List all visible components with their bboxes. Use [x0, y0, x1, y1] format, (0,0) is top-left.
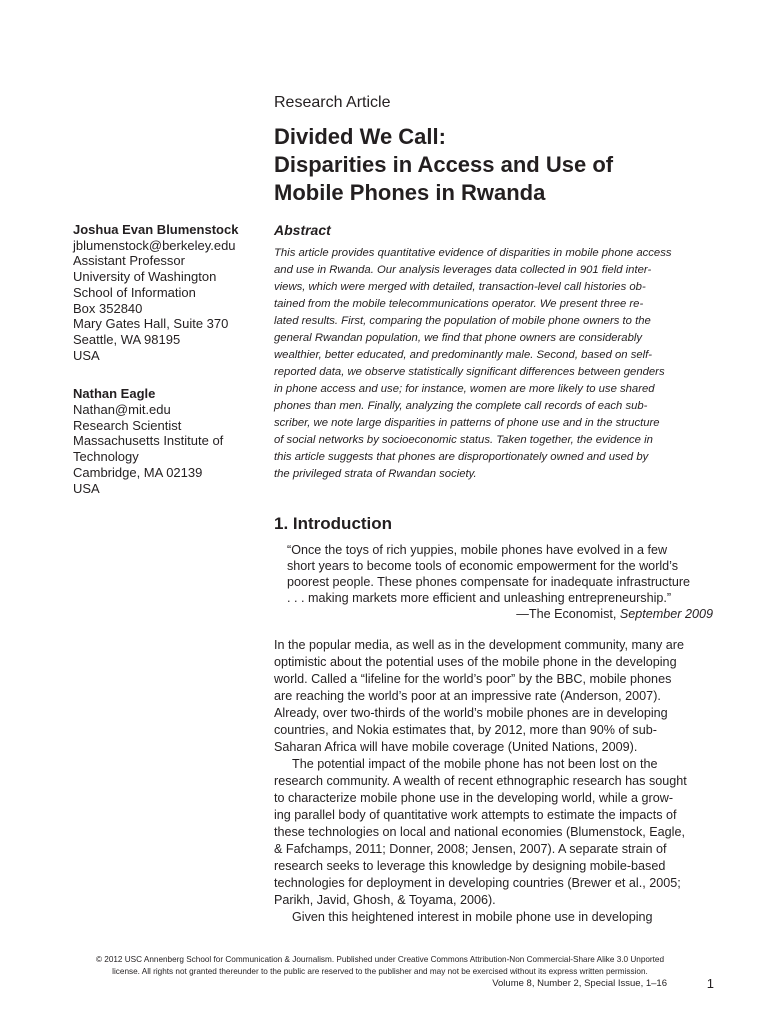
body-line: are reaching the world’s poor at an impressive rate (Anderson, 2007). — [274, 689, 661, 703]
body-line: these technologies on local and national economies (Blumenstock, Eagle, — [274, 825, 685, 839]
abstract-line: general Rwandan population, we find that phone owners are considerably — [274, 332, 643, 344]
author-detail: Massachusetts Institute of — [73, 433, 224, 449]
author-email: Nathan@mit.edu — [73, 402, 171, 418]
quote-date: September 2009 — [619, 607, 713, 621]
volume-info: Volume 8, Number 2, Special Issue, 1–16 — [492, 978, 667, 989]
author-detail: School of Information — [73, 284, 196, 300]
body-line: Already, over two-thirds of the world’s mobile phones are in developing — [274, 706, 668, 720]
copyright-footer — [60, 954, 700, 978]
quote-attribution — [287, 606, 713, 622]
author-name: Joshua Evan Blumenstock — [73, 222, 239, 237]
section-label: Research Article — [274, 94, 391, 111]
author-name: Nathan Eagle — [73, 386, 156, 402]
abstract-line: the privileged strata of Rwandan society. — [274, 468, 477, 480]
article-title — [274, 123, 613, 207]
quote-line: poorest people. These phones compensate for inadequate infrastructure — [287, 575, 691, 589]
body-line: Saharan Africa will have mobile coverage (United Nations, 2009). — [274, 740, 638, 754]
author-email: jblumenstock@berkeley.edu — [73, 237, 236, 253]
title-line: Mobile Phones in Rwanda — [274, 180, 546, 205]
abstract-line: in phone access and use; for instance, women are more likely to use shared — [274, 383, 655, 395]
author-detail: Technology — [73, 449, 139, 465]
abstract-line: reported data, we observe statistically significant differences between genders — [274, 366, 665, 378]
abstract-line: and use in Rwanda. Our analysis leverages data collected in 901 field inter- — [274, 264, 652, 276]
body-line: Given this heightened interest in mobile phone use in developing — [292, 910, 653, 924]
body-line: research seeks to leverage this knowledge by designing mobile-based — [274, 859, 666, 873]
author-detail: Box 352840 — [73, 300, 143, 316]
body-line: world. Called a “lifeline for the world’s poor” by the BBC, mobile phones — [274, 672, 672, 686]
abstract-text — [274, 245, 714, 483]
abstract-line: phones than men. Finally, analyzing the complete call records of each sub- — [274, 400, 648, 412]
title-line: Disparities in Access and Use of — [274, 152, 614, 177]
epigraph-quote — [287, 542, 713, 622]
footer-line: © 2012 USC Annenberg School for Communication & Journalism. Published under Creative Commons Attribution-Non Commercial-Share Alike 3.0 Unported — [95, 955, 665, 964]
section-heading-introduction: 1. Introduction — [274, 514, 393, 533]
title-line: Divided We Call: — [274, 124, 446, 149]
author-detail: Research Scientist — [73, 417, 182, 433]
abstract-line: tained from the mobile telecommunications operator. We present three re- — [274, 298, 644, 310]
page-number: 1 — [706, 976, 714, 991]
quote-line: “Once the toys of rich yuppies, mobile phones have evolved in a few — [287, 543, 668, 557]
body-line: ing parallel body of quantitative work attempts to estimate the impacts of — [274, 808, 677, 822]
body-text — [274, 637, 714, 926]
body-line: In the popular media, as well as in the development community, many are — [274, 638, 684, 652]
author-detail: USA — [73, 347, 100, 363]
body-line: Parikh, Javid, Ghosh, & Toyama, 2006). — [274, 893, 496, 907]
body-line: & Fafchamps, 2011; Donner, 2008; Jensen, 2007). A separate strain of — [274, 842, 667, 856]
quote-line: short years to become tools of economic empowerment for the world’s — [287, 559, 679, 573]
abstract-line: lated results. First, comparing the population of mobile phone owners to the — [274, 315, 651, 327]
author-block — [73, 222, 263, 496]
abstract-line: scriber, we note large disparities in patterns of phone use and in the structure — [274, 417, 660, 429]
abstract-line: views, which were merged with detailed, transaction-level call histories ob- — [274, 281, 646, 293]
body-line: research community. A wealth of recent ethnographic research has sought — [274, 774, 687, 788]
body-line: technologies for deployment in developing countries (Brewer et al., 2005; — [274, 876, 681, 890]
author-detail: USA — [73, 480, 100, 496]
body-line: optimistic about the potential uses of the mobile phone in the developing — [274, 655, 677, 669]
author-detail: Assistant Professor — [73, 253, 185, 269]
abstract-line: this article suggests that phones are disproportionately owned and used by — [274, 451, 649, 463]
author-detail: University of Washington — [73, 269, 217, 285]
author-detail: Seattle, WA 98195 — [73, 331, 181, 347]
quote-source: —The Economist, — [516, 607, 617, 621]
abstract-heading: Abstract — [274, 222, 331, 238]
abstract-line: This article provides quantitative evidence of disparities in mobile phone access — [274, 247, 672, 259]
quote-line: . . . making markets more efficient and unleashing entrepreneurship.” — [287, 591, 672, 605]
body-line: countries, and Nokia estimates that, by 2012, more than 90% of sub- — [274, 723, 657, 737]
abstract-line: of social networks by socioeconomic status. Taken together, the evidence in — [274, 434, 653, 446]
footer-line: license. All rights not granted thereunder to the public are reserved to the publisher and may not be exercised without its express written permission. — [112, 967, 648, 976]
abstract-line: wealthier, better educated, and predominantly male. Second, based on self- — [274, 349, 653, 361]
body-line: to characterize mobile phone use in the developing world, while a grow- — [274, 791, 674, 805]
body-line: The potential impact of the mobile phone has not been lost on the — [292, 757, 658, 771]
author-detail: Cambridge, MA 02139 — [73, 464, 203, 480]
author-detail: Mary Gates Hall, Suite 370 — [73, 316, 229, 332]
